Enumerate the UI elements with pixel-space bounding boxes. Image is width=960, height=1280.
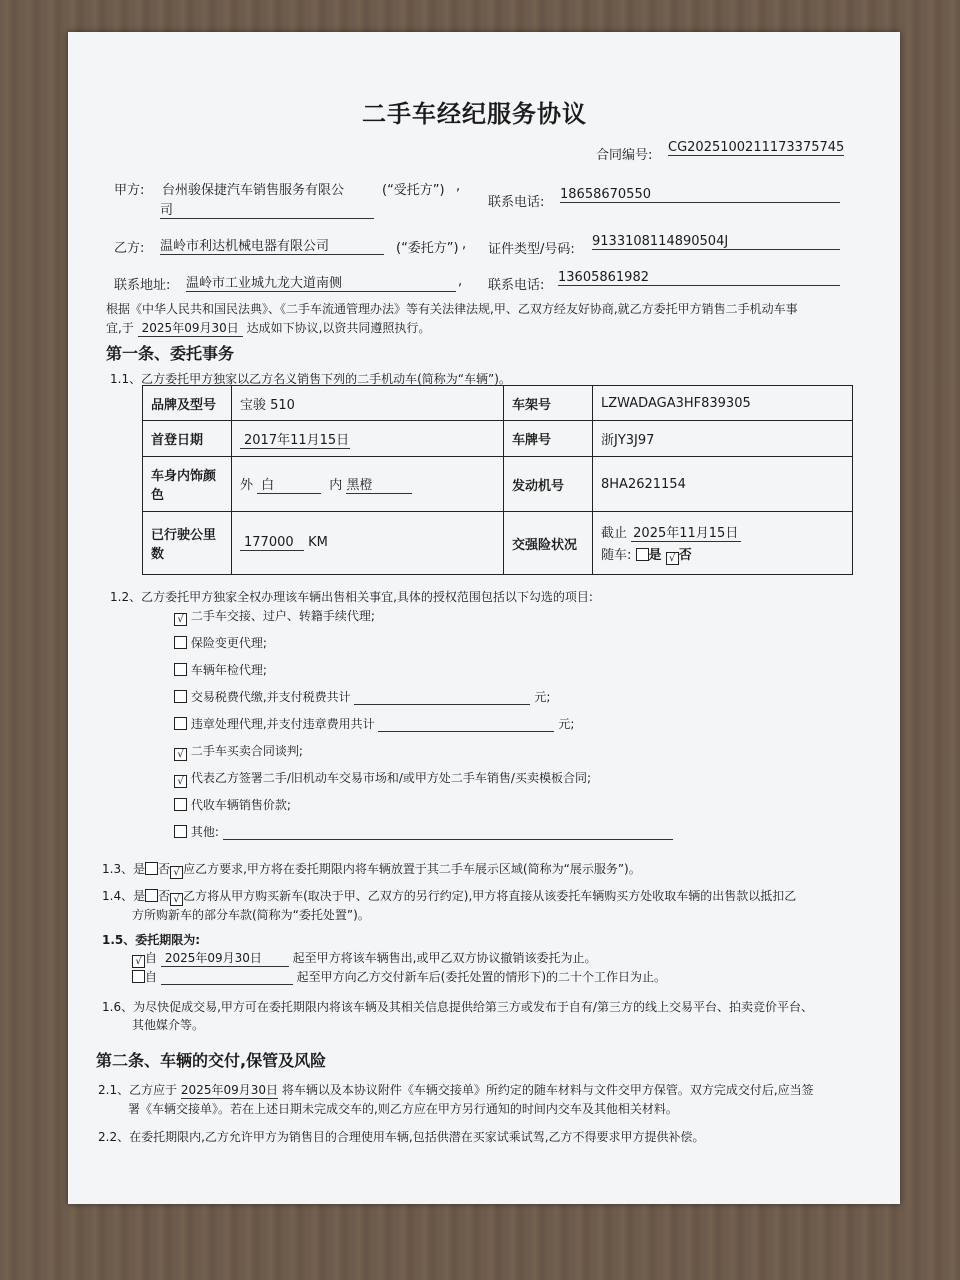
- insurance-yes-label: 是: [648, 547, 662, 563]
- mileage-cell: [232, 512, 504, 575]
- clause-1-3-yes-checkbox[interactable]: [145, 862, 158, 875]
- party-a-sep: ,: [456, 179, 461, 194]
- engine-label: 发动机号: [504, 457, 593, 512]
- option-text: 代收车辆销售价款;: [190, 798, 291, 812]
- mileage-label: [143, 512, 232, 575]
- clause-1-4-no-checkbox[interactable]: √: [170, 893, 183, 906]
- term-option1-text: 起至甲方将该车辆售出,或甲乙双方协议撤销该委托为止。: [292, 951, 597, 965]
- option-item: [174, 715, 574, 732]
- contract-no-label: 合同编号:: [596, 148, 653, 163]
- party-a-role: (“受托方”): [382, 183, 445, 198]
- clause-1-2: 1.2、乙方委托甲方独家全权办理该车辆出售相关事宜,具体的授权范围包括以下勾选的项目:: [110, 590, 593, 604]
- color-label-line1: 车身内饰颜: [151, 469, 217, 484]
- option-checkbox[interactable]: [174, 636, 187, 649]
- insurance-no-label: 否: [678, 547, 692, 563]
- clause-1-5-option2: [132, 968, 666, 985]
- party-b-label: 乙方:: [114, 241, 145, 256]
- party-b-address-sep: ,: [458, 274, 463, 289]
- option-suffix: 元;: [558, 717, 575, 731]
- preamble-line2: [106, 319, 430, 337]
- clause-2-2: 2.2、在委托期限内,乙方允许甲方为销售目的合理使用车辆,包括供潜在买家试乘试驾,乙方不得要求甲方提供补偿。: [98, 1130, 705, 1144]
- clause-1-3-num: 1.3、是: [102, 862, 146, 876]
- document-title: 二手车经纪服务协议: [362, 100, 587, 128]
- mileage-label-line2: 数: [151, 547, 165, 562]
- option-text: 违章处理代理,并支付违章费用共计: [190, 717, 375, 731]
- brand-label: 品牌及型号: [143, 386, 232, 421]
- clause-2-1: [98, 1081, 814, 1099]
- term-option2-prefix: 自: [145, 970, 158, 984]
- table-row: [143, 457, 853, 512]
- insurance-no-checkbox[interactable]: √: [666, 552, 679, 565]
- clause-1-3-no-label: 否: [158, 862, 171, 876]
- clause-1-3-no-checkbox[interactable]: √: [170, 866, 183, 879]
- option-item: [174, 661, 267, 678]
- with-car-label: 随车:: [601, 547, 632, 563]
- clause-1-6-line2: 其他媒介等。: [132, 1018, 205, 1032]
- clause-1-1: 1.1、乙方委托甲方独家以乙方名义销售下列的二手机动车(简称为“车辆”)。: [110, 372, 511, 386]
- table-row: [143, 512, 853, 575]
- option-item: [174, 823, 673, 840]
- color-label: [143, 457, 232, 512]
- party-b-id-number: 9133108114890504J: [592, 234, 840, 250]
- preamble-line1: 根据《中华人民共和国民法典》、《二手车流通管理办法》等有关法律法规,甲、乙双方经友好协商,就乙方委托甲方销售二手机动车事: [106, 302, 798, 316]
- mileage-label-line1: 已行驶公里: [151, 528, 217, 543]
- clause-1-3-text: 应乙方要求,甲方将在委托期限内将车辆放置于其二手车展示区域(简称为“展示服务”)。: [183, 862, 641, 876]
- clause-1-5-option1: [132, 949, 597, 968]
- clause-2-1-line2: 署《车辆交接单》。若在上述日期未完成交车的,则乙方应在甲方另行通知的时间内交车及其他相关材料。: [128, 1102, 678, 1116]
- color-label-line2: 色: [151, 488, 165, 503]
- insurance-cell: [593, 512, 853, 575]
- clause-1-5-heading: 1.5、委托期限为:: [102, 933, 201, 947]
- section2-heading: 第二条、车辆的交付,保管及风险: [96, 1051, 327, 1070]
- table-row: [143, 386, 853, 421]
- option-text: 二手车买卖合同谈判;: [190, 744, 303, 758]
- party-b-phone-label: 联系电话:: [488, 278, 545, 293]
- exterior-prefix: 外: [240, 478, 254, 493]
- tax-amount-field[interactable]: [354, 690, 530, 705]
- mileage-value: 177000: [240, 535, 304, 551]
- interior-prefix: 内: [329, 478, 343, 493]
- color-cell: [232, 457, 504, 512]
- insurance-yes-checkbox[interactable]: [636, 548, 649, 561]
- option-text: 其他:: [190, 825, 219, 839]
- party-a-phone: 18658670550: [560, 187, 840, 203]
- section1-heading: 第一条、委托事务: [106, 344, 235, 363]
- option-text: 代表乙方签署二手/旧机动车交易市场和/或甲方处二手车销售/买卖模板合同;: [190, 771, 592, 785]
- party-a-name-line2: 司: [160, 199, 374, 219]
- term-option2-text: 起至甲方向乙方交付新车后(委托处置的情形下)的二十个工作日为止。: [296, 970, 667, 984]
- clause-1-4-text2: 方所购新车的部分车款(简称为“委托处置”)。: [132, 908, 370, 922]
- party-b-phone: 13605861982: [558, 270, 840, 286]
- delivery-date: 2025年09月30日: [180, 1083, 279, 1097]
- clause-1-4-no-label: 否: [158, 889, 171, 903]
- clause-1-6-line1: 1.6、为尽快促成交易,甲方可在委托期限内将该车辆及其相关信息提供给第三方或发布于自有/第三方的线上交易平台、拍卖竞价平台、: [102, 1000, 813, 1014]
- option-item: [174, 742, 303, 761]
- clause-1-4-yes-checkbox[interactable]: [145, 889, 158, 902]
- option-checkbox[interactable]: √: [174, 775, 187, 788]
- party-b-sep: ,: [462, 237, 467, 252]
- party-a-name-line1: 台州骏保捷汽车销售服务有限公: [162, 183, 345, 198]
- term-option2-date-field[interactable]: [161, 970, 293, 985]
- violation-amount-field[interactable]: [378, 717, 554, 732]
- option-text: 保险变更代理;: [190, 636, 267, 650]
- option-text: 车辆年检代理;: [190, 663, 267, 677]
- preamble-line2-prefix: 宜,于: [106, 321, 134, 335]
- term-start-date: 2025年09月30日: [161, 949, 289, 967]
- contract-no: CG2025100211173375745: [668, 140, 845, 155]
- term-option1-checkbox[interactable]: √: [132, 955, 145, 968]
- plate-value: 浙JY3J97: [593, 421, 853, 457]
- party-b-id-label: 证件类型/号码:: [488, 242, 575, 257]
- option-item: [174, 796, 291, 813]
- other-field[interactable]: [223, 825, 673, 840]
- option-text: 交易税费代缴,并支付税费共计: [190, 690, 351, 704]
- vehicle-info-table: [142, 385, 853, 575]
- preamble-line2-suffix: 达成如下协议,以资共同遵照执行。: [246, 321, 431, 335]
- clause-1-4: [102, 887, 796, 906]
- option-item: [174, 769, 591, 788]
- insurance-label: 交强险状况: [504, 512, 593, 575]
- contract-paper: [68, 32, 900, 1204]
- vin-label: 车架号: [504, 386, 593, 421]
- party-b-name: 温岭市利达机械电器有限公司: [160, 235, 384, 255]
- option-checkbox[interactable]: √: [174, 613, 187, 626]
- party-a-label: 甲方:: [114, 183, 145, 198]
- option-checkbox[interactable]: [174, 663, 187, 676]
- mileage-unit: KM: [308, 535, 328, 550]
- agreement-date: 2025年09月30日: [138, 319, 243, 337]
- table-row: [143, 421, 853, 457]
- plate-label: 车牌号: [504, 421, 593, 457]
- insurance-prefix: 截止: [601, 525, 628, 541]
- insurance-date: 2025年11月15日: [631, 522, 741, 542]
- option-checkbox[interactable]: [174, 825, 187, 838]
- term-option2-checkbox[interactable]: [132, 970, 145, 983]
- clause-2-1-text: 将车辆以及本协议附件《车辆交接单》所约定的随车材料与文件交甲方保管。双方完成交付后,应当签: [281, 1083, 814, 1097]
- option-checkbox[interactable]: [174, 798, 187, 811]
- party-b-address-label: 联系地址:: [114, 278, 171, 293]
- vin-value: LZWADAGA3HF839305: [593, 386, 853, 421]
- option-suffix: 元;: [534, 690, 551, 704]
- option-text: 二手车交接、过户、转籍手续代理;: [190, 609, 375, 623]
- option-checkbox[interactable]: [174, 690, 187, 703]
- party-b-address: 温岭市工业城九龙大道南侧: [186, 272, 456, 292]
- brand-value: 宝骏 510: [232, 386, 504, 421]
- option-item: [174, 607, 375, 626]
- reg-date-cell: [232, 421, 504, 457]
- option-checkbox[interactable]: [174, 717, 187, 730]
- reg-date-value: 2017年11月15日: [240, 429, 350, 449]
- clause-1-4-num: 1.4、是: [102, 889, 146, 903]
- clause-1-3: [102, 860, 641, 879]
- clause-2-1-prefix: 2.1、乙方应于: [98, 1083, 178, 1097]
- engine-value: 8HA2621154: [593, 457, 853, 512]
- option-item: [174, 688, 550, 705]
- interior-color: 黑橙: [346, 474, 412, 494]
- option-checkbox[interactable]: √: [174, 748, 187, 761]
- option-item: [174, 634, 267, 651]
- clause-1-4-text1: 乙方将从甲方购买新车(取决于甲、乙双方的另行约定),甲方将直接从该委托车辆购买方处收取车辆的出售款以抵扣乙: [183, 889, 797, 903]
- reg-date-label: 首登日期: [143, 421, 232, 457]
- term-option1-prefix: 自: [145, 951, 158, 965]
- party-a-phone-label: 联系电话:: [488, 195, 545, 210]
- party-b-role: (“委托方”): [396, 241, 459, 256]
- exterior-color: 白: [257, 474, 321, 494]
